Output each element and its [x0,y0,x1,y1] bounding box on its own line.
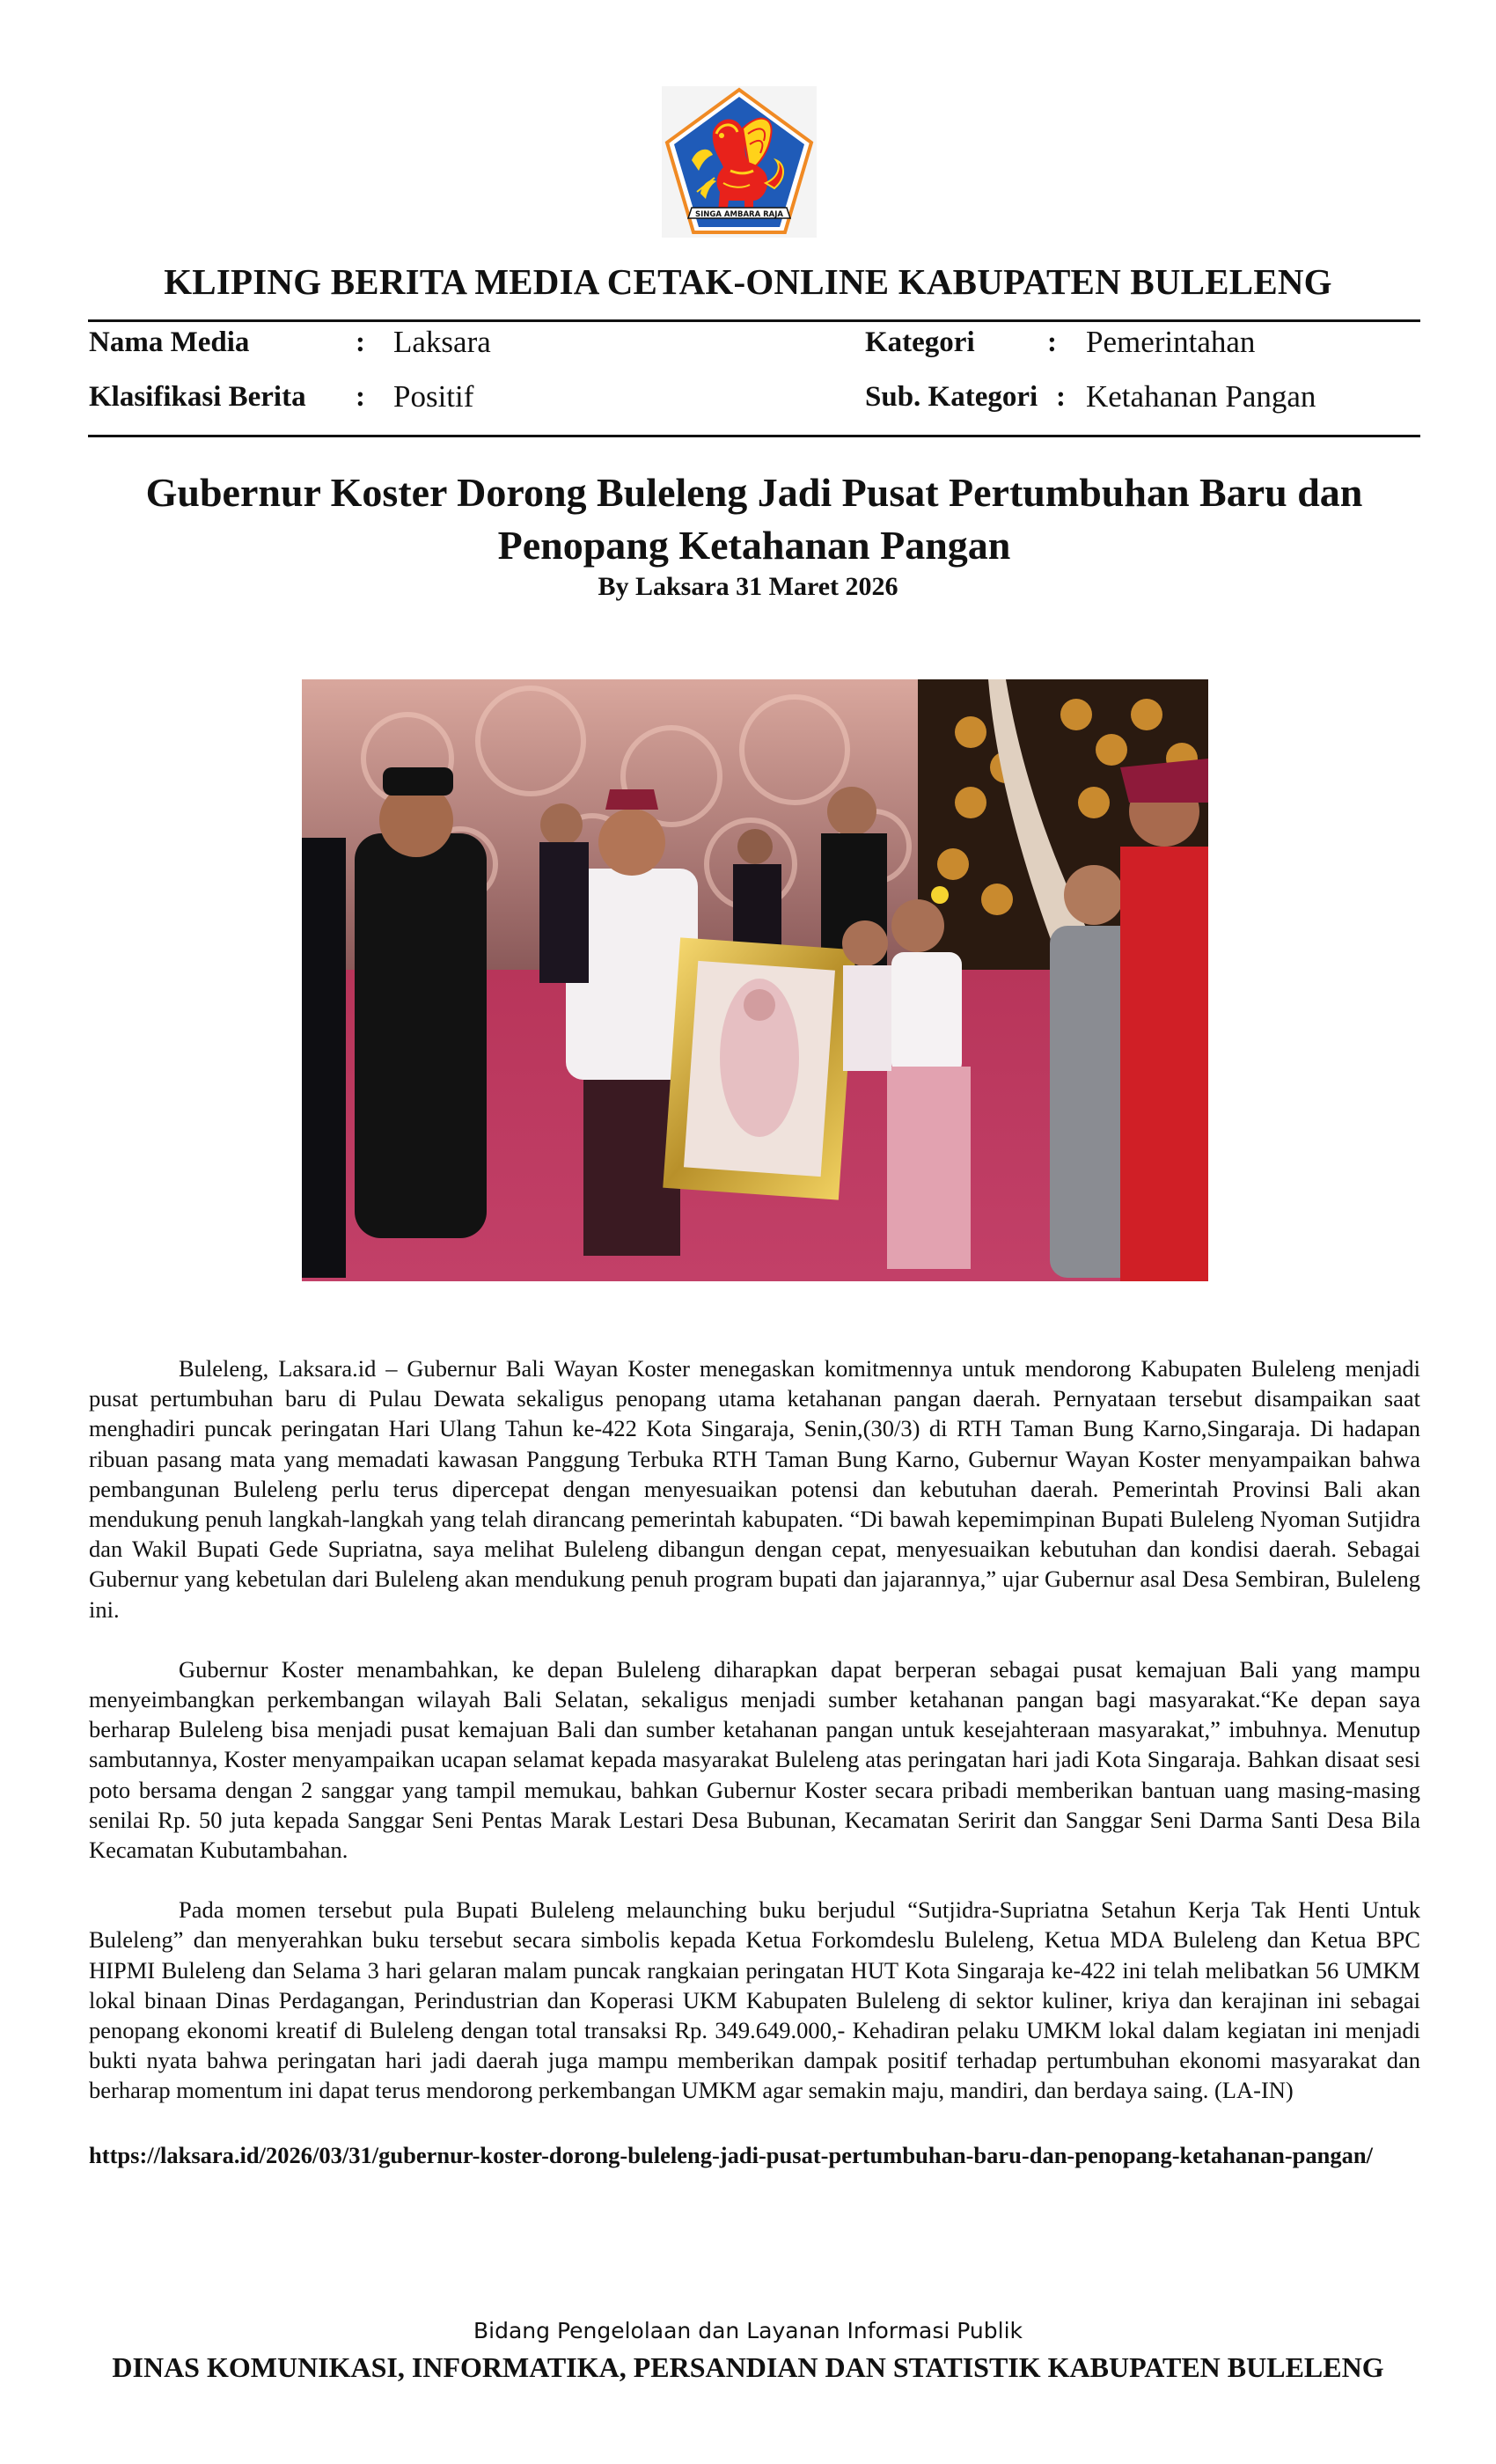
meta-label-category: Kategori [865,326,975,358]
meta-label-media-name: Nama Media [89,326,250,358]
header-rule-bottom [88,435,1420,437]
article-paragraph: Gubernur Koster menambahkan, ke depan Buleleng diharapkan dapat berperan sebagai pusat kemajuan Bali yang mampu menyeimbangkan perkembangan wilayah Bali Selatan, sekaligus menjadi sumber ketahanan pangan bagi masyarakat.“Ke depan saya berharap Buleleng bisa menjadi pusat kemajuan Bali dan sumber ketahanan pangan untuk kesejahteraan masyarakat,” imbuhnya. Menutup sambutannya, Koster menyampaikan ucapan selamat kepada masyarakat Buleleng atas peringatan hari jadi Kota Singaraja. Bahkan disaat sesi poto bersama dengan 2 sanggar yang tampil memukau, bahkan Gubernur Koster secara pribadi memberikan bantuan uang masing-masing senilai Rp. 50 juta kepada Sanggar Seni Pentas Marak Lestari Desa Bubunan, Kecamatan Seririt dan Sanggar Seni Darma Santi Desa Bila Kecamatan Kubutambahan. [89,1655,1420,1864]
article-body [89,1353,1420,2136]
emblem-motto: SINGA AMBARA RAJA [695,210,783,219]
meta-colon-media-name: : [356,326,365,358]
meta-value-category: Pemerintahan [1086,325,1256,359]
buleleng-emblem-logo [662,86,817,238]
clipping-header-title: KLIPING BERITA MEDIA CETAK-ONLINE KABUPATEN BULELENG [164,261,1332,302]
article-paragraph: Pada momen tersebut pula Bupati Buleleng melaunching buku berjudul “Sutjidra-Supriatna Setahun Kerja Tak Henti Untuk Buleleng” dan menyerahkan buku tersebut secara simbolis kepada Ketua Forkomdeslu Buleleng, Ketua MDA Buleleng dan Ketua BPC HIPMI Buleleng dan Selama 3 hari gelaran malam puncak rangkaian peringatan HUT Kota Singaraja ke-422 ini telah melibatkan 56 UMKM lokal binaan Dinas Perdagangan, Perindustrian dan Koperasi UKM Kabupaten Buleleng di sektor kuliner, kriya dan kerajinan ini sebagai penopang ekonomi kreatif di Buleleng dengan total transaksi Rp. 349.649.000,- Kehadiran pelaku UMKM lokal dalam kegiatan ini menjadi bukti nyata bahwa peringatan hari jadi daerah juga mampu memberikan dampak positif terhadap pertumbuhan ekonomi masyarakat dan berharap momentum ini dapat terus mendorong perkembangan UMKM agar semakin maju, mandiri, dan berdaya saing. (LA-IN) [89,1896,1420,2104]
event-photo-illustration [302,679,1208,1281]
meta-colon-sub-category: : [1056,381,1066,413]
footer-agency-name: DINAS KOMUNIKASI, INFORMATIKA, PERSANDIAN DAN STATISTIK KABUPATEN BULELENG [112,2351,1384,2383]
footer-department-unit: Bidang Pengelolaan dan Layanan Informasi Publik [473,2318,1023,2343]
meta-value-sub-category: Ketahanan Pangan [1086,379,1316,414]
meta-colon-category: : [1047,326,1057,358]
article-byline: By Laksara 31 Maret 2026 [598,572,898,601]
buleleng-regency-emblem-icon [662,86,817,238]
meta-value-media-name: Laksara [393,325,491,359]
article-paragraph: Buleleng, Laksara.id – Gubernur Bali Wayan Koster menegaskan komitmennya untuk mendorong Kabupaten Buleleng menjadi pusat pertumbuhan baru di Pulau Dewata sekaligus penopang utama ketahanan pangan daerah. Pernyataan tersebut disampaikan saat menghadiri puncak peringatan Hari Ulang Tahun ke-422 Kota Singaraja, Senin,(30/3) di RTH Taman Bung Karno,Singaraja. Di hadapan ribuan pasang mata yang memadati kawasan Panggung Terbuka RTH Taman Bung Karno, Gubernur Wayan Koster menyampaikan bahwa pembangunan Buleleng perlu terus dipercepat dengan menyesuaikan potensi dan kebutuhan daerah. Pemerintah Provinsi Bali akan mendukung penuh langkah-langkah yang telah dirancang pemerintah kabupaten. “Di bawah kepemimpinan Bupati Buleleng Nyoman Sutjidra dan Wakil Bupati Gede Supriatna, saya melihat Buleleng dibangun dengan cepat, menyesuaikan kebutuhan dan kondisi daerah. Sebagai Gubernur yang kebetulan dari Buleleng akan mendukung penuh program bupati dan jajarannya,” ujar Gubernur asal Desa Sembiran, Buleleng ini. [89,1355,1420,1623]
meta-colon-news-classification: : [356,381,365,413]
article-photo [302,679,1208,1281]
meta-label-sub-category: Sub. Kategori [865,381,1038,413]
meta-value-news-classification: Positif [393,379,474,414]
meta-label-news-classification: Klasifikasi Berita [89,381,306,413]
header-rule-top [88,319,1420,322]
source-url-link[interactable]: https://laksara.id/2026/03/31/gubernur-koster-dorong-buleleng-jadi-pusat-pertumbuhan-baru-dan-penopang-ketahanan-pangan/ [89,2142,1373,2168]
article-title: Gubernur Koster Dorong Buleleng Jadi Pusat Pertumbuhan Baru dan Penopang Ketahanan Pangan [145,470,1363,568]
